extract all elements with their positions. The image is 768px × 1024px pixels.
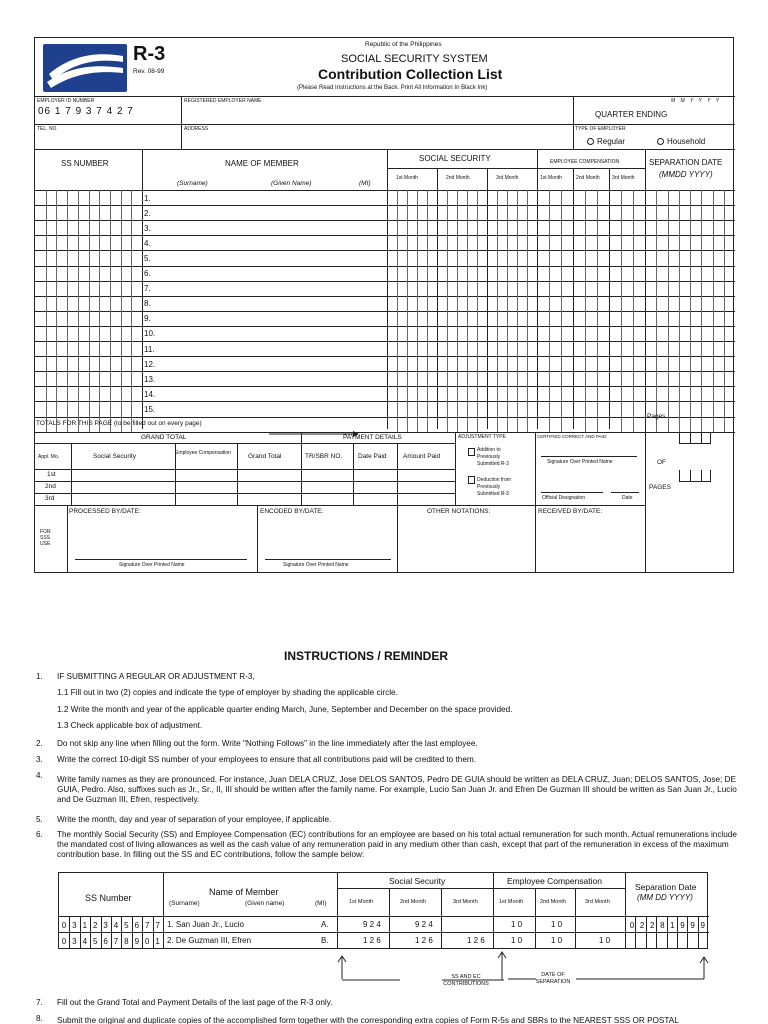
sample-ec-m1: 1st Month [499, 899, 524, 905]
sample-ss-digit-divider [111, 916, 112, 949]
sample-ss-digit: 8 [124, 937, 129, 946]
sample-ec-header: Employee Compensation [507, 876, 602, 886]
member-row-number: 7. [144, 284, 151, 294]
grid-row-line [35, 417, 735, 418]
sample-ss-contribution: 9 2 4 [363, 920, 381, 929]
other-notations-label: OTHER NOTATIONS: [427, 508, 491, 515]
trsbr-header: TR/SBR NO. [305, 453, 343, 460]
encoded-signature-label: Signature Over Printed Name [283, 562, 349, 568]
member-row-number: 2. [144, 208, 151, 218]
certified-signature-label: Signature Over Printed Name [547, 459, 613, 465]
processed-by-label: PROCESSED BY/DATE: [69, 508, 141, 515]
sample-ss-digit: 7 [144, 921, 150, 930]
ec-month1-header: 1st Month [540, 175, 562, 181]
sample-separation-digit: 1 [670, 921, 675, 930]
sample-name-header: Name of Member [209, 887, 279, 897]
instr-1-2-text: 1.2 Write the month and year of the applicable quarter ending March, June, September and December on the space provided. [57, 705, 513, 714]
ss-month2-header: 2nd Month [446, 175, 470, 181]
ss-m1-divider [417, 190, 418, 432]
gt-employee-comp-header: Employee Compensation [175, 450, 231, 456]
member-row-number: 12. [144, 359, 156, 369]
ss-digit-divider [110, 190, 111, 432]
ss-m3-divider [497, 190, 498, 432]
grid-row-line [35, 296, 735, 297]
grid-row-line [35, 220, 735, 221]
sample-ss-digit-divider [142, 916, 143, 949]
sample-ss-digit: 4 [82, 937, 88, 946]
ss-digit-divider [46, 190, 47, 432]
sample-ss-digit-divider [121, 916, 122, 949]
sample-sep-digit-divider [677, 916, 678, 949]
sample-ss-digit-divider [69, 916, 70, 949]
ss-digit-divider [131, 190, 132, 432]
ss-month3-header: 3rd Month [496, 175, 519, 181]
sample-ss-digit: 1 [155, 937, 160, 946]
member-row-number: 6. [144, 269, 151, 278]
type-household-option[interactable]: Household [657, 138, 705, 146]
sample-separation-digit: 9 [690, 921, 695, 930]
instr-2-text: Do not skip any line when filling out the form. Write "Nothing Follows" in the line immediately after the last employee. [57, 739, 478, 748]
sample-ss-digit: 6 [134, 921, 140, 930]
sample-given-header: (Given name) [245, 900, 285, 907]
sample-ss-m2: 2nd Month [400, 899, 426, 905]
ss-m1-divider [407, 190, 408, 432]
sample-ss-digit: 4 [113, 921, 119, 930]
official-designation-label: Official Designation [542, 495, 585, 501]
certified-date-label: Date [622, 495, 633, 501]
grid-row-line [35, 401, 735, 402]
republic-label: Republic of the Philippines [365, 41, 442, 48]
form-revision: Rev. 08-99 [133, 68, 165, 75]
sample-ec-contribution: 1 0 [551, 936, 563, 945]
sample-ss-digit: 0 [61, 937, 67, 946]
sample-separation-digit: 0 [629, 921, 635, 930]
grand-total-label: GRAND TOTAL [141, 434, 187, 441]
sample-ss-digit: 3 [72, 921, 77, 930]
mi-header: (MI) [359, 180, 371, 187]
pages-label: Pages [647, 413, 666, 420]
agency-name: SOCIAL SECURITY SYSTEM [341, 53, 488, 65]
instr-4-num: 4. [36, 771, 43, 780]
sample-table [58, 872, 708, 949]
ss-m1-divider [427, 190, 428, 432]
deduction-checkbox[interactable] [468, 476, 475, 484]
instr-6-text: The monthly Social Security (SS) and Employee Compensation (EC) contributions for an employee are based on his total actual remuneration for such month. Actual remunerations include the mandated cost of living allowances as well as the cash value of any remuneration paid in any medium other than cash, except that part of the remuneration in excess of the maximum contribution base. In filling out the SS and EC contributions, follow the sample below: [57, 830, 737, 859]
registered-name-label: REGISTERED EMPLOYER NAME [184, 98, 262, 104]
ec-m1-divider [561, 190, 562, 432]
grid-row-line [35, 235, 735, 236]
separation-annotation: DATE OF SEPARATION [535, 972, 571, 985]
sample-ec-contribution: 1 0 [511, 920, 523, 929]
sample-ss-contribution: 1 2 6 [363, 936, 381, 945]
ss-m2-divider [477, 190, 478, 432]
processed-signature-label: Signature Over Printed Name [119, 562, 185, 568]
instr-8-text: Submit the original and duplicate copies of the accomplished form together with the corresponding extra copies of Form R-5s and SBRs to the NEAREST SSS OR POSTAL [57, 1016, 679, 1024]
instructions-title: INSTRUCTIONS / REMINDER [284, 649, 449, 663]
ec-m1-divider [549, 190, 550, 432]
surname-header: (Surname) [177, 180, 208, 187]
ss-digit-divider [78, 190, 79, 432]
sample-member-name: 1. San Juan Jr., Lucio [167, 920, 244, 929]
social-security-header: SOCIAL SECURITY [419, 154, 491, 163]
instr-5-text: Write the month, day and year of separation of your employee, if applicable. [57, 815, 332, 824]
sample-ss-digit-divider [101, 916, 102, 949]
instr-3-text: Write the correct 10-digit SS number of your employees to ensure that all contributions paid will be credited to them. [57, 755, 476, 764]
ss-digit-divider [67, 190, 68, 432]
member-row-number: 4. [144, 238, 151, 248]
sample-mi-header: (MI) [315, 900, 327, 907]
addition-checkbox[interactable] [468, 448, 475, 456]
ink-note: (Please Read Instructions at the Back. Print All Information In Black Ink) [297, 85, 488, 91]
grid-row-line [35, 190, 735, 191]
sample-ss-digit: 5 [92, 937, 98, 946]
gt-month-1: 1st [47, 471, 56, 478]
separation-format-header: (MMDD YYYY) [659, 170, 713, 179]
sample-ss-digit: 0 [144, 937, 150, 946]
sample-ec-contribution: 1 0 [551, 920, 563, 929]
pages-label-2: PAGES [649, 484, 671, 491]
sample-ec-contribution: 1 0 [511, 936, 523, 945]
grid-row-line [35, 281, 735, 282]
ss-m3-divider [507, 190, 508, 432]
ec-m3-divider [633, 190, 634, 432]
ss-digit-divider [89, 190, 90, 432]
member-row-number: 3. [144, 223, 151, 233]
ss-digit-divider [121, 190, 122, 432]
sep-digit-divider [656, 190, 657, 432]
ec-m2-divider [585, 190, 586, 432]
address-label: ADDRESS [184, 126, 209, 132]
ss-ec-contrib-annotation: SS AND EC CONTRIBUTIONS [443, 974, 489, 987]
sample-ss-digit: 1 [82, 921, 88, 930]
ss-digit-divider [56, 190, 57, 432]
total-pages-box[interactable] [679, 470, 711, 482]
instr-7-text: Fill out the Grand Total and Payment Details of the last page of the R-3 only. [57, 998, 333, 1007]
sss-logo [43, 44, 127, 92]
member-row-number: 11. [144, 344, 155, 354]
sample-sep-format: (MM DD YYYY) [637, 893, 693, 902]
deduction-label: Deduction from Previously Submitted R-3 [477, 477, 511, 497]
sample-ss-digit-divider [132, 916, 133, 949]
instr-8-num: 8. [36, 1014, 43, 1023]
grid-row-line [35, 326, 735, 327]
ss-m2-divider [457, 190, 458, 432]
sample-ss-digit: 7 [113, 937, 119, 946]
gt-month-3: 3rd [45, 495, 55, 502]
received-by-label: RECEIVED BY/DATE: [538, 508, 603, 515]
sample-ss-digit-divider [80, 916, 81, 949]
member-row-number: 5. [144, 253, 151, 263]
employer-id-label: EMPLOYER ID NUMBER [37, 98, 95, 104]
ec-month3-header: 3rd Month [612, 175, 635, 181]
r3-form [34, 37, 734, 573]
sample-ss-digit: 2 [92, 921, 98, 930]
employer-id-value: 06 1 7 9 3 7 4 2 7 [38, 106, 134, 117]
employee-comp-header: EMPLOYEE COMPENSATION [550, 159, 620, 165]
form-title: Contribution Collection List [318, 66, 503, 82]
payment-details-label: PAYMENT DETAILS [343, 434, 402, 441]
sample-ss-number-header: SS Number [85, 893, 132, 903]
sample-separation-digit: 8 [660, 921, 665, 930]
ss-digit-divider [99, 190, 100, 432]
ec-month2-header: 2nd Month [576, 175, 600, 181]
grid-row-line [35, 266, 735, 267]
sep-digit-divider [668, 190, 669, 432]
instr-5-num: 5. [36, 815, 43, 824]
sample-ss-m1: 1st Month [349, 899, 374, 905]
sample-ss-digit: 5 [124, 921, 129, 930]
separation-date-header: SEPARATION DATE [649, 158, 723, 167]
sample-ss-contribution: 1 2 6 [467, 936, 485, 945]
quarter-format: M M Y Y Y Y [671, 98, 721, 104]
sample-member-name: 2. De Guzman III, Efren [167, 936, 252, 945]
addition-label: Addition to Previously Submitted R-3 [477, 447, 509, 467]
instr-1-num: 1. [36, 672, 43, 681]
sample-surname-header: (Surname) [169, 900, 200, 907]
member-row-number: 9. [144, 314, 151, 324]
sample-ss-contribution: 1 2 6 [415, 936, 433, 945]
sample-separation-digit: 2 [639, 921, 645, 930]
member-row-number: 10. [144, 329, 156, 339]
sample-sep-digit-divider [687, 916, 688, 949]
gt-social-security-header: Social Security [93, 453, 136, 460]
member-row-number: 8. [144, 299, 151, 309]
grid-row-line [35, 250, 735, 251]
sample-separation-digit: 9 [680, 921, 685, 930]
adjustment-type-label: ADJUSTMENT TYPE [458, 434, 506, 440]
member-row-number: 15. [144, 404, 156, 414]
sample-sep-digit-divider [667, 916, 668, 949]
sample-ss-digit-divider [153, 916, 154, 949]
sample-ec-contribution: 1 0 [599, 936, 611, 945]
member-row-number: 1. [144, 193, 151, 203]
regular-radio-icon[interactable] [587, 138, 594, 145]
instr-7-num: 7. [36, 998, 43, 1007]
ss-m1-divider [397, 190, 398, 432]
instr-1-3-text: 1.3 Check applicable box of adjustment. [57, 721, 203, 730]
sep-digit-divider [724, 190, 725, 432]
name-of-member-header: NAME OF MEMBER [225, 159, 299, 168]
grid-row-line [35, 341, 735, 342]
sample-ss-digit: 0 [61, 921, 67, 930]
ss-m3-divider [527, 190, 528, 432]
instr-1-1-text: 1.1 Fill out in two (2) copies and indicate the type of employer by shading the applicable circle. [57, 688, 398, 697]
ss-m2-divider [447, 190, 448, 432]
sample-sep-digit-divider [698, 916, 699, 949]
of-label: OF [657, 459, 667, 466]
ss-m3-divider [517, 190, 518, 432]
grid-row-line [35, 356, 735, 357]
grid-row-line [35, 386, 735, 387]
sample-sep-digit-divider [635, 916, 636, 949]
sample-ss-m3: 3rd Month [453, 899, 478, 905]
sample-ss-digit: 3 [72, 937, 77, 946]
ss-number-header: SS NUMBER [61, 159, 109, 168]
sample-ec-m2: 2nd Month [540, 899, 566, 905]
tel-label: TEL. NO. [37, 126, 58, 132]
appl-mo-header: Appl. Mo. [38, 454, 60, 460]
date-paid-header: Date Paid [358, 453, 387, 460]
sample-sep-digit-divider [656, 916, 657, 949]
instr-4-text: Write family names as they are pronounced. For instance, Juan DELA CRUZ, Jose DELOS SANTOS, Pedro DE GUIA should be written as DELA CRUZ, Juan; DELOS SANTOS, Jose; DE GUIA, Pedro. Also, suffixes such as Jr., Sr., II, III should be written after the family name. For example, Lucio San Juan Jr. and Efren De Guzman III should be written as San Juan Jr., Lucio and De Guzman III, Efren, respectively. [57, 775, 737, 804]
ss-m2-divider [467, 190, 468, 432]
form-code: R-3 [133, 43, 166, 65]
ec-m2-divider [597, 190, 598, 432]
sample-ss-digit: 9 [134, 937, 140, 946]
sample-member-mi: B. [321, 936, 329, 945]
sample-ss-contribution: 9 2 4 [415, 920, 433, 929]
instr-2-num: 2. [36, 739, 43, 748]
quarter-ending-label: QUARTER ENDING [595, 110, 668, 119]
sep-digit-divider [713, 190, 714, 432]
totals-label: TOTALS FOR THIS PAGE (to be filled out on every page) [36, 420, 202, 427]
grid-row-line [35, 205, 735, 206]
household-radio-icon[interactable] [657, 138, 664, 145]
page-number-box[interactable] [679, 432, 711, 444]
encoded-by-label: ENCODED BY/DATE: [260, 508, 324, 515]
certified-label: CERTIFIED CORRECT AND PAID: [537, 434, 608, 439]
sample-separation-digit: 2 [649, 921, 655, 930]
sep-digit-divider [679, 190, 680, 432]
sep-digit-divider [701, 190, 702, 432]
sep-digit-divider [690, 190, 691, 432]
ss-month1-header: 1st Month [396, 175, 418, 181]
grid-row-line [35, 371, 735, 372]
sample-sep-header: Separation Date [635, 882, 697, 892]
instr-1-text: IF SUBMITTING A REGULAR OR ADJUSTMENT R-3, [57, 672, 255, 681]
gt-month-2: 2nd [45, 483, 56, 490]
type-regular-option[interactable]: Regular [587, 138, 625, 146]
ec-m3-divider [621, 190, 622, 432]
sample-ss-header: Social Security [389, 876, 446, 886]
sample-separation-digit: 9 [700, 921, 705, 930]
given-name-header: (Given Name) [271, 180, 312, 187]
gt-grand-total-header: Grand Total [248, 453, 282, 460]
sample-ss-digit: 6 [103, 937, 108, 946]
grid-row-line [35, 311, 735, 312]
totals-arrow-icon [269, 424, 359, 430]
sample-sep-digit-divider [646, 916, 647, 949]
amount-paid-header: Amount Paid [403, 453, 441, 460]
member-row-number: 14. [144, 389, 156, 399]
employer-type-label: TYPE OF EMPLOYER [575, 126, 626, 132]
sample-member-mi: A. [321, 920, 329, 929]
sample-ss-digit-divider [90, 916, 91, 949]
member-row-number: 13. [144, 374, 156, 384]
instr-3-num: 3. [36, 755, 43, 764]
sample-ss-digit: 7 [155, 921, 160, 930]
sample-ss-digit: 3 [103, 921, 108, 930]
instr-6-num: 6. [36, 830, 43, 839]
sample-ec-m3: 3rd Month [585, 899, 610, 905]
for-sss-use-label: FOR SSS USE [40, 529, 51, 547]
